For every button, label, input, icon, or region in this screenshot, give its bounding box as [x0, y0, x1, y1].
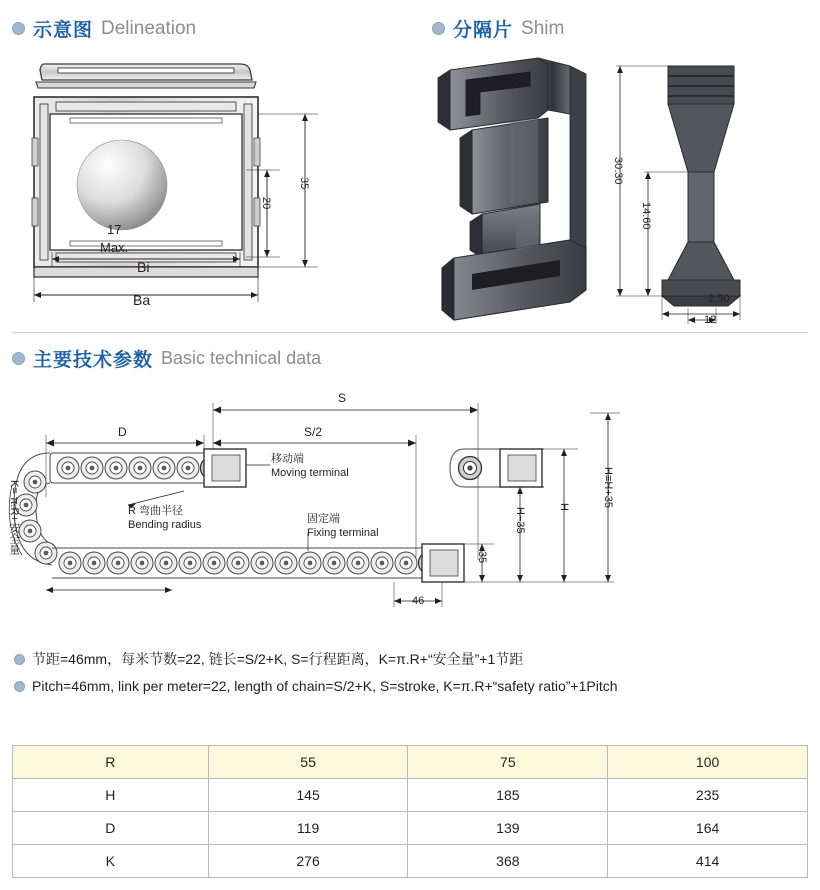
- bullet-icon: [12, 22, 25, 35]
- dim-46: 46: [412, 595, 425, 607]
- bullet-icon: [14, 681, 25, 692]
- divider-line: [12, 332, 808, 333]
- dim-20: 20: [260, 197, 272, 210]
- moving-terminal-cn: 移动端: [271, 453, 304, 465]
- section-header-technical: [12, 345, 321, 372]
- table-row: [13, 779, 808, 812]
- label-s-half: S/2: [304, 425, 323, 439]
- dim-12: 12: [704, 314, 717, 326]
- ball-value-max: Max.: [100, 240, 129, 255]
- label-s: S: [338, 391, 347, 405]
- cell-k-label: K: [13, 845, 209, 878]
- section-title-en: Basic technical data: [161, 348, 322, 368]
- cell-k-1: 276: [208, 845, 408, 878]
- dim-bi: Bi: [137, 259, 150, 275]
- bending-radius-en: Bending radius: [128, 518, 202, 531]
- label-fixing-terminal: [307, 513, 379, 541]
- dim-ba: Ba: [133, 292, 151, 308]
- notes-list: [14, 650, 804, 704]
- section-title-en: Shim: [521, 17, 565, 39]
- note-text-cn: 节距=46mm，每米节数=22, 链长=S/2+K, S=行程距离，K=π.R+“安全量”+1节距: [32, 651, 524, 667]
- dim-he: H≡H+35: [602, 467, 614, 508]
- cell-h-2: 185: [408, 779, 608, 812]
- cell-r-label: R: [13, 746, 209, 779]
- note-text-en: Pitch=46mm, link per meter=22, length of chain=S/2+K, S=stroke, K=π.R+“safety ratio”+1Pitch: [32, 678, 618, 695]
- cell-d-label: D: [13, 812, 209, 845]
- bending-radius-cn: R 弯曲半径: [128, 505, 183, 517]
- bullet-icon: [12, 352, 25, 365]
- section-header-shim: [432, 15, 564, 42]
- cell-d-3: 164: [608, 812, 808, 845]
- technical-diagram: [8, 385, 808, 640]
- dim-h: H: [558, 503, 570, 511]
- shim-drawing: [420, 52, 810, 327]
- note-item: [14, 677, 804, 695]
- moving-terminal-en: Moving terminal: [271, 466, 349, 479]
- label-moving-terminal: [271, 453, 349, 481]
- cell-k-3: 414: [608, 845, 808, 878]
- dim-h-minus-35: H−35: [514, 507, 526, 534]
- section-header-delineation: [12, 15, 196, 42]
- cell-d-2: 139: [408, 812, 608, 845]
- section-title-en: Delineation: [101, 17, 197, 39]
- delineation-drawing: [12, 52, 352, 317]
- section-title-cn: 分隔片: [453, 20, 514, 41]
- label-d: D: [118, 425, 127, 439]
- cell-r-100: 100: [608, 746, 808, 779]
- fixing-terminal-en: Fixing terminal: [307, 526, 379, 539]
- table-row: [13, 845, 808, 878]
- cell-h-3: 235: [608, 779, 808, 812]
- table-row: [13, 812, 808, 845]
- dim-2-50: 2.50: [708, 293, 730, 305]
- cell-k-2: 368: [408, 845, 608, 878]
- label-k-formula: K= π.R+安全量: [7, 480, 20, 555]
- section-title-cn: 主要技术参数: [33, 350, 154, 371]
- fixing-terminal-cn: 固定端: [307, 513, 340, 525]
- bullet-icon: [14, 654, 25, 665]
- dim-14-60: 14.60: [640, 202, 652, 230]
- dim-35-tech: 35: [476, 551, 488, 564]
- table-row: [13, 746, 808, 779]
- section-title-cn: 示意图: [33, 20, 94, 41]
- cell-d-1: 119: [208, 812, 408, 845]
- cell-h-1: 145: [208, 779, 408, 812]
- ball-value-17: 17: [107, 222, 122, 237]
- cell-r-75: 75: [408, 746, 608, 779]
- note-item: [14, 650, 804, 668]
- spec-table: [12, 745, 808, 878]
- bullet-icon: [432, 22, 445, 35]
- dim-30-30: 30.30: [612, 157, 624, 185]
- cell-h-label: H: [13, 779, 209, 812]
- dim-35: 35: [298, 177, 310, 190]
- cell-r-55: 55: [208, 746, 408, 779]
- label-bending-radius: [128, 505, 201, 533]
